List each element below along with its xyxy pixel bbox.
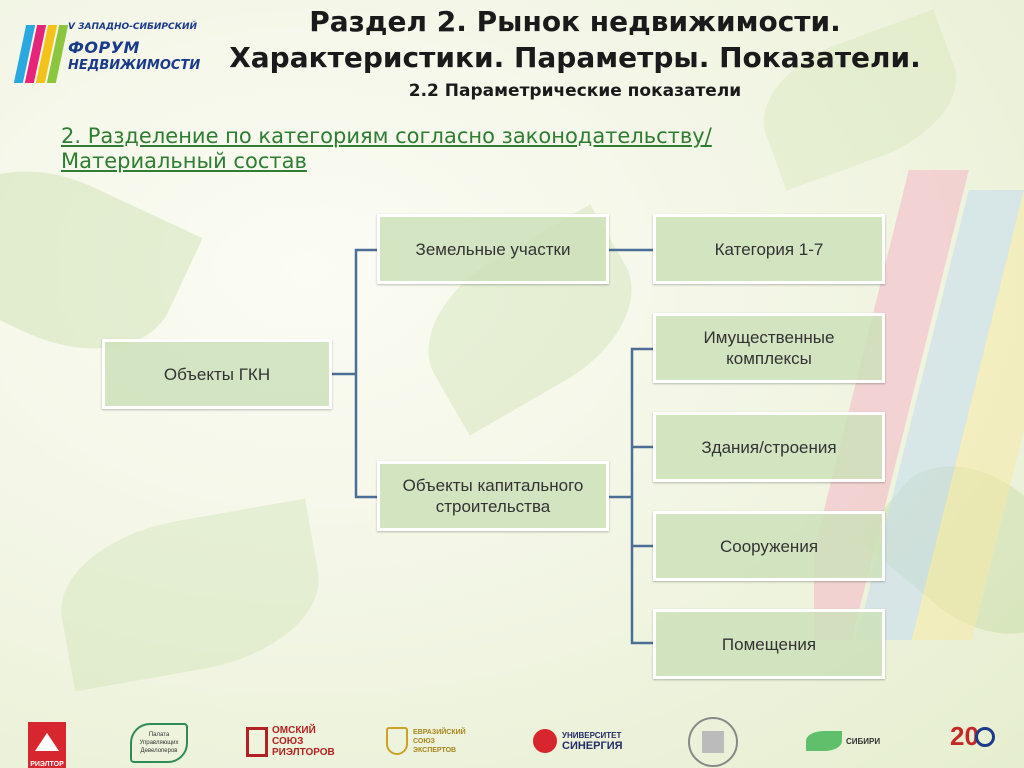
logo-text: СИБИРИ <box>846 736 881 746</box>
sibiri-logo <box>806 731 880 751</box>
logo-text: НЕДВИЖИМОСТИ <box>68 58 201 73</box>
subtitle-line: 2. Разделение по категориям согласно законодательству/ <box>61 124 712 148</box>
logo-text: РИЭЛТОР <box>30 761 64 768</box>
logo-text: ЕВРАЗИЙСКИЙ <box>413 728 466 736</box>
connector-capital-branch <box>632 349 655 643</box>
node-buildings: Здания/строения <box>653 412 885 482</box>
section-heading: 2.2 Параметрические показатели <box>408 81 742 101</box>
shield-icon <box>386 727 408 755</box>
logo-text: ЭКСПЕРТОВ <box>413 746 457 754</box>
logo-text: ОМСКИЙ <box>272 725 316 736</box>
ring-icon <box>975 727 995 747</box>
square-icon <box>246 727 268 757</box>
anniversary-logo <box>950 721 995 752</box>
sinergia-logo <box>533 729 623 753</box>
logo-text: СОЮЗ <box>413 737 435 745</box>
omsk-realtors-logo <box>246 725 335 758</box>
logo-text: Палата Управляющих Девелоперов <box>139 732 179 754</box>
node-property-complexes: Имущественные комплексы <box>653 313 885 383</box>
connector-root-branch <box>356 250 379 497</box>
node-capital-objects: Объекты капитального строительства <box>377 461 609 531</box>
rieltor-logo <box>28 722 66 768</box>
logo-text: 20 <box>950 721 979 751</box>
sponsor-logos <box>0 715 1024 768</box>
logo-text: УНИВЕРСИТЕТ <box>562 731 622 740</box>
logo-text: V ЗАПАДНО-СИБИРСКИЙ <box>68 22 198 32</box>
node-structures: Сооружения <box>653 511 885 581</box>
eurasian-experts-logo <box>386 727 466 755</box>
logo-text: РИЭЛТОРОВ <box>272 747 335 758</box>
node-gkn-objects: Объекты ГКН <box>102 339 332 409</box>
sinergia-icon <box>533 729 557 753</box>
university-seal-logo <box>688 717 738 767</box>
logo-text: СИНЕРГИЯ <box>562 740 623 752</box>
leaf-icon <box>806 731 842 751</box>
node-category: Категория 1-7 <box>653 214 885 284</box>
triangle-icon <box>35 733 59 751</box>
node-premises: Помещения <box>653 609 885 679</box>
title-line: Раздел 2. Рынок недвижимости. <box>309 5 841 38</box>
node-land-plots: Земельные участки <box>377 214 609 284</box>
title-line: Характеристики. Параметры. Показатели. <box>229 41 921 74</box>
building-icon <box>702 731 724 753</box>
subtitle-line: Материальный состав <box>61 149 307 173</box>
logo-text: ФОРУМ <box>68 38 140 57</box>
logo-text: СОЮЗ <box>272 736 304 747</box>
chamber-logo <box>130 723 188 763</box>
